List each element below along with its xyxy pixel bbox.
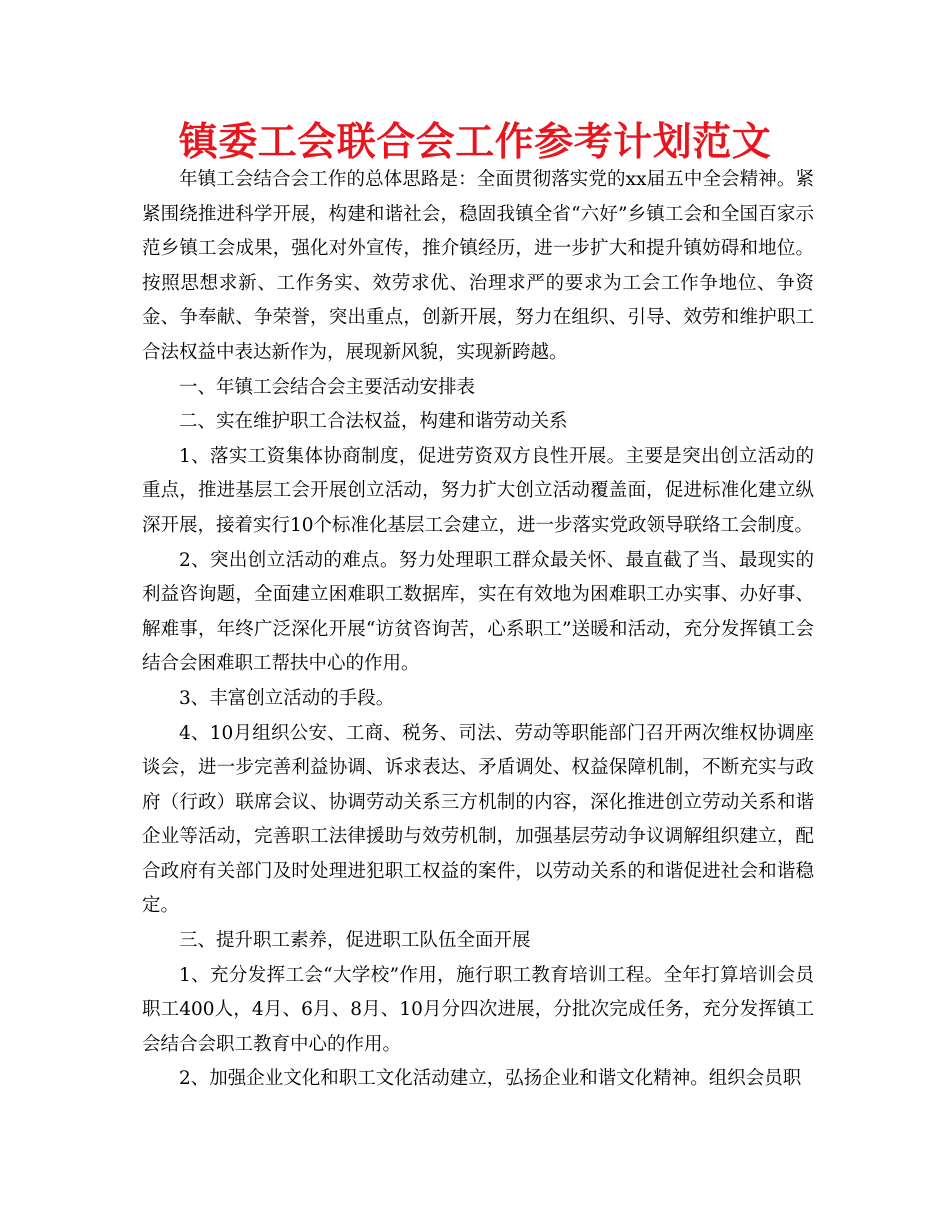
paragraph: 2、突出创立活动的难点。努力处理职工群众最关怀、最直截了当、最现实的利益咨询题，全面建立困难职工数据库，实在有效地为困难职工办实事、办好事、解难事，年终广泛深化开展“访贫咨询苦，心系职工”送暖和活动，充分发挥镇工会结合会困难职工帮扶中心的作用。 xyxy=(142,549,814,675)
section-heading: 一、年镇工会结合会主要活动安排表 xyxy=(179,376,476,398)
document-title: 镇委工会联合会工作参考计划范文 xyxy=(178,120,772,165)
document-body xyxy=(142,163,814,1097)
paragraph: 2、加强企业文化和职工文化活动建立，弘扬企业和谐文化精神。组织会员职 xyxy=(179,1068,802,1090)
paragraph: 3、丰富创立活动的手段。 xyxy=(179,687,395,709)
paragraph: 4、10月组织公安、工商、税务、司法、劳动等职能部门召开两次维权协调座谈会，进一步完善利益协调、诉求表达、矛盾调处、权益保障机制，不断充实与政府（行政）联席会议、协调劳动关系三方机制的内容，深化推进创立劳动关系和谐企业等活动，完善职工法律援助与效劳机制，加强基层劳动争议调解组织建立，配合政府有关部门及时处理进犯职工权益的案件，以劳动关系的和谐促进社会和谐稳定。 xyxy=(142,722,814,917)
paragraph: 年镇工会结合会工作的总体思路是：全面贯彻落实党的xx届五中全会精神。紧紧围绕推进科学开展，构建和谐社会，稳固我镇全省“六好”乡镇工会和全国百家示范乡镇工会成果，强化对外宣传，推介镇经历，进一步扩大和提升镇妨碍和地位。按照思想求新、工作务实、效劳求优、治理求严的要求为工会工作争地位、争资金、争奉献、争荣誉，突出重点，创新开展，努力在组织、引导、效劳和维护职工合法权益中表达新作为，展现新风貌，实现新跨越。 xyxy=(142,169,814,363)
paragraph: 1、充分发挥工会“大学校”作用，施行职工教育培训工程。全年打算培训会员职工400人，4月、6月、8月、10月分四次进展，分批次完成任务，充分发挥镇工会结合会职工教育中心的作用。 xyxy=(142,964,814,1055)
paragraph: 1、落实工资集体协商制度，促进劳资双方良性开展。主要是突出创立活动的重点，推进基层工会开展创立活动，努力扩大创立活动覆盖面，促进标准化建立纵深开展，接着实行10个标准化基层工会建立，进一步落实党政领导联络工会制度。 xyxy=(142,445,814,536)
section-heading: 三、提升职工素养，促进职工队伍全面开展 xyxy=(179,930,531,952)
section-heading: 二、实在维护职工合法权益，构建和谐劳动关系 xyxy=(179,411,568,433)
